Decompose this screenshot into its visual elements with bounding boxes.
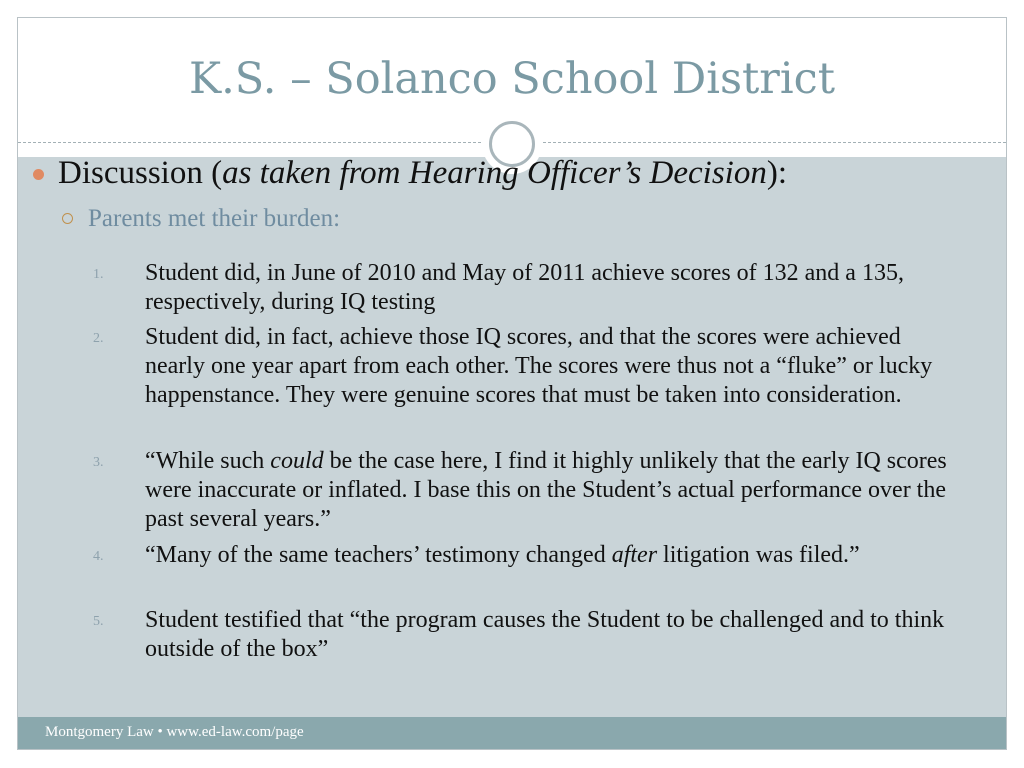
item-text-after: litigation was filed.” — [657, 542, 860, 568]
list-item: Student did, in June of 2010 and May of 2011 achieve scores of 132 and a 135, respectively, during IQ testing — [145, 260, 904, 315]
item-number: 3. — [93, 455, 104, 470]
bullet-ring-icon — [62, 213, 73, 224]
list-item — [145, 541, 965, 570]
item-number: 4. — [93, 549, 104, 564]
item-text-italic: could — [270, 448, 324, 474]
footer-text: Montgomery Law • www.ed-law.com/page — [45, 724, 304, 740]
item-number: 1. — [93, 267, 104, 282]
footer-bar — [18, 717, 1006, 750]
item-number: 5. — [93, 614, 104, 629]
slide-title: K.S. – Solanco School District — [189, 54, 835, 104]
list-item: Student testified that “the program causes the Student to be challenged and to think outside of the box” — [145, 607, 945, 662]
bullet-dot-icon — [33, 169, 44, 180]
discussion-heading — [58, 155, 958, 192]
heading-suffix: ): — [766, 155, 788, 191]
item-text-after: be the case here, I find it highly unlikely that the early IQ scores were inaccurate or inflated. I base this on the Student’s actual performance over the past several years.” — [145, 448, 947, 532]
heading-italic: as taken from Hearing Officer’s Decision — [222, 155, 767, 191]
list-item — [145, 447, 965, 534]
item-text-before: “While such — [145, 448, 271, 474]
item-text-before: “Many of the same teachers’ testimony changed — [145, 542, 612, 568]
heading-prefix: Discussion ( — [58, 155, 223, 191]
list-item: Student did, in fact, achieve those IQ scores, and that the scores were achieved nearly one year apart from each other. The scores were thus not a “fluke” or lucky happenstance. They were genuine scores that must be taken into consideration. — [145, 324, 933, 408]
subheading: Parents met their burden: — [88, 205, 341, 232]
item-number: 2. — [93, 331, 104, 346]
item-text-italic: after — [611, 542, 658, 568]
